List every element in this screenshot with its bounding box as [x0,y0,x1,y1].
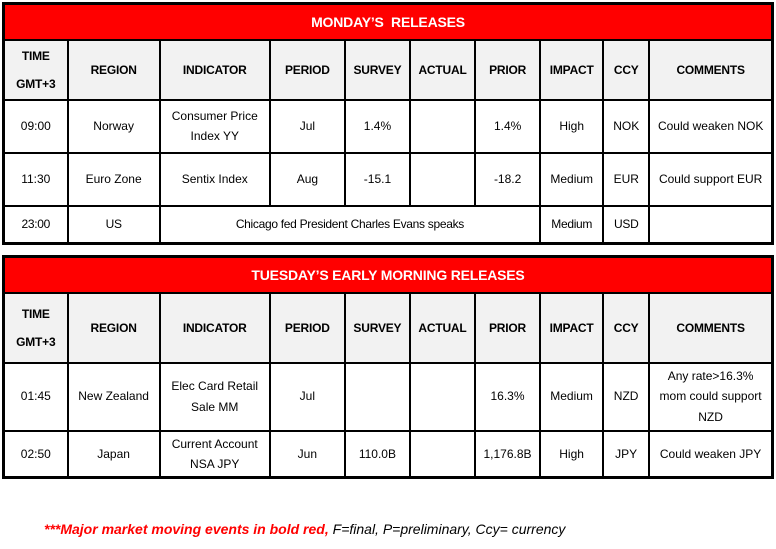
monday-column-header-row [4,40,773,100]
monday-row-eurozone-sentix [4,153,773,206]
cell-prior: 16.3% [475,363,540,431]
cell-survey: 110.0B [345,431,410,478]
col-header-period: PERIOD [270,293,345,363]
cell-actual [410,100,475,153]
cell-time: 02:50 [4,431,68,478]
cell-period: Jul [270,363,345,431]
tuesday-title: TUESDAY’S EARLY MORNING RELEASES [4,257,773,293]
cell-impact: Medium [540,206,603,244]
cell-ccy: NOK [603,100,649,153]
col-header-region: REGION [68,40,160,100]
col-header-time [4,293,68,363]
cell-impact: Medium [540,153,603,206]
monday-title-row [4,4,773,40]
cell-comments: Could support EUR [649,153,772,206]
cell-comments [649,206,772,244]
cell-comments: Could weaken NOK [649,100,772,153]
cell-prior: -18.2 [475,153,540,206]
cell-actual [410,431,475,478]
col-header-time-line1: TIME [21,306,50,321]
cell-survey: 1.4% [345,100,410,153]
cell-comments: Could weaken JPY [649,431,772,478]
col-header-time [4,40,68,100]
cell-prior: 1,176.8B [475,431,540,478]
cell-event-span: Chicago fed President Charles Evans speaks [160,206,540,244]
tuesday-row-japan-current-account [4,431,773,478]
footnote-red-text: ***Major market moving events in bold red, [44,521,329,538]
col-header-time-line2: GMT+3 [16,334,56,349]
cell-ccy: NZD [603,363,649,431]
cell-survey: -15.1 [345,153,410,206]
col-header-impact: IMPACT [540,40,603,100]
cell-time: 23:00 [4,206,68,244]
monday-releases-table [2,2,774,245]
col-header-region: REGION [68,293,160,363]
col-header-survey: SURVEY [345,40,410,100]
cell-period: Jul [270,100,345,153]
monday-row-us-evans-speech [4,206,773,244]
col-header-ccy: CCY [603,40,649,100]
col-header-ccy: CCY [603,293,649,363]
cell-actual [410,363,475,431]
cell-ccy: EUR [603,153,649,206]
footnote [44,521,774,537]
col-header-actual: ACTUAL [410,293,475,363]
monday-row-norway-cpi [4,100,773,153]
col-header-impact: IMPACT [540,293,603,363]
col-header-time-line1: TIME [21,48,50,63]
cell-impact: Medium [540,363,603,431]
cell-prior: 1.4% [475,100,540,153]
col-header-survey: SURVEY [345,293,410,363]
col-header-indicator: INDICATOR [160,40,270,100]
cell-region: US [68,206,160,244]
col-header-indicator: INDICATOR [160,293,270,363]
cell-time: 11:30 [4,153,68,206]
tuesday-column-header-row [4,293,773,363]
cell-impact: High [540,100,603,153]
tuesday-row-nz-elec-card [4,363,773,431]
cell-time: 01:45 [4,363,68,431]
monday-title: MONDAY’S RELEASES [4,4,773,40]
cell-region: Euro Zone [68,153,160,206]
cell-indicator: Elec Card Retail Sale MM [160,363,270,431]
cell-period: Jun [270,431,345,478]
cell-period: Aug [270,153,345,206]
cell-ccy: USD [603,206,649,244]
col-header-period: PERIOD [270,40,345,100]
tuesday-title-row [4,257,773,293]
cell-impact: High [540,431,603,478]
col-header-prior: PRIOR [475,40,540,100]
cell-indicator: Current Account NSA JPY [160,431,270,478]
cell-indicator: Sentix Index [160,153,270,206]
col-header-prior: PRIOR [475,293,540,363]
cell-time: 09:00 [4,100,68,153]
cell-survey [345,363,410,431]
footnote-black-text: F=final, P=preliminary, Ccy= currency [328,521,566,538]
cell-indicator: Consumer Price Index YY [160,100,270,153]
cell-comments: Any rate>16.3% mom could support NZD [649,363,772,431]
cell-actual [410,153,475,206]
col-header-actual: ACTUAL [410,40,475,100]
cell-region: Norway [68,100,160,153]
cell-ccy: JPY [603,431,649,478]
tuesday-releases-table [2,255,774,479]
col-header-comments: COMMENTS [649,40,772,100]
col-header-comments: COMMENTS [649,293,772,363]
cell-region: Japan [68,431,160,478]
col-header-time-line2: GMT+3 [16,76,56,91]
cell-region: New Zealand [68,363,160,431]
